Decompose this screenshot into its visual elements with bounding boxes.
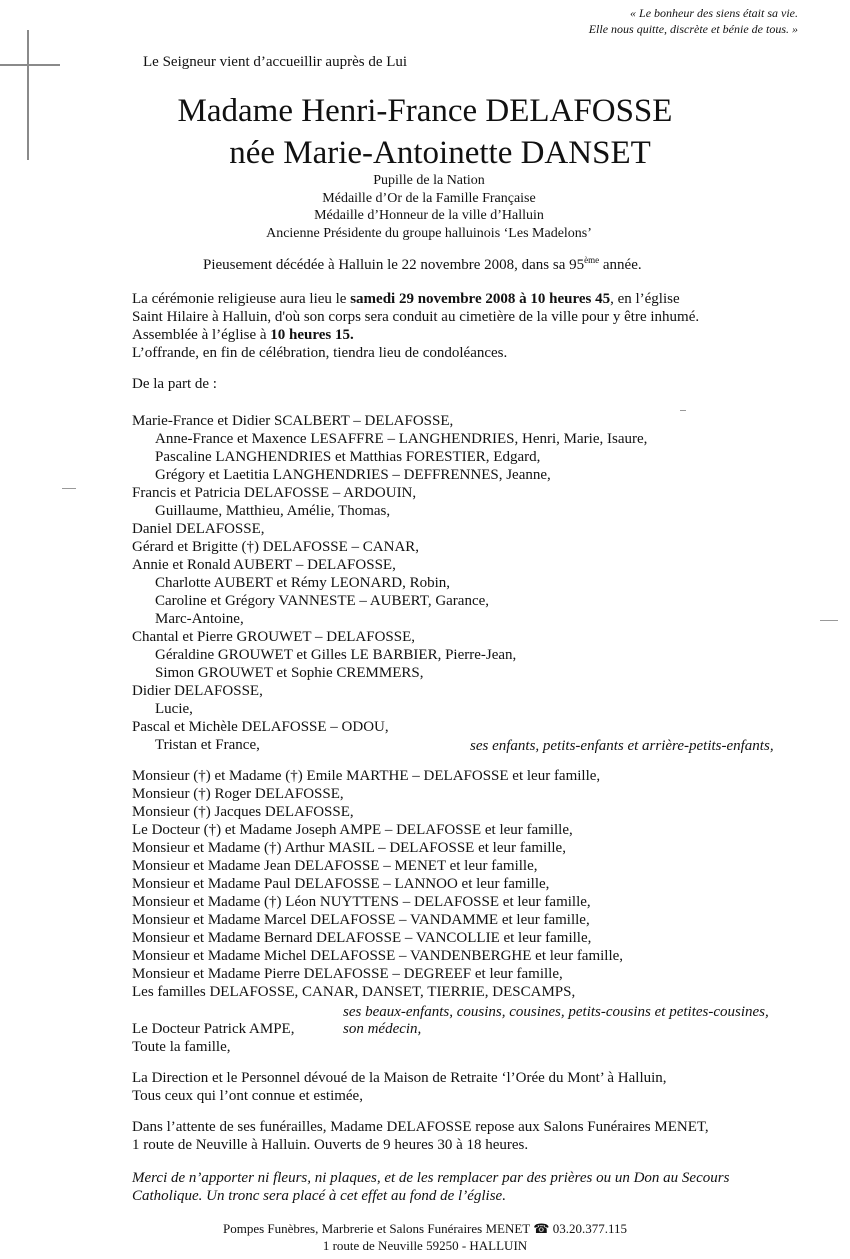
relative-entry: Monsieur et Madame Paul DELAFOSSE – LANNOO et leur famille, bbox=[132, 876, 550, 892]
relative-entry: Monsieur et Madame (†) Arthur MASIL – DELAFOSSE et leur famille, bbox=[132, 840, 566, 856]
family-entry: Gérard et Brigitte (†) DELAFOSSE – CANAR, bbox=[132, 539, 420, 555]
relative-entry: Monsieur et Madame Jean DELAFOSSE – MENET et leur famille, bbox=[132, 858, 538, 874]
family-entry: Didier DELAFOSSE, bbox=[132, 683, 263, 699]
family-entry: Marie-France et Didier SCALBERT – DELAFOSSE, bbox=[132, 413, 454, 429]
footer-company-line bbox=[0, 1220, 850, 1237]
intro-line: Le Seigneur vient d’accueillir auprès de Lui bbox=[143, 54, 408, 70]
family-entry: Simon GROUWET et Sophie CREMMERS, bbox=[155, 665, 424, 681]
family-entry: Pascal et Michèle DELAFOSSE – ODOU, bbox=[132, 719, 389, 735]
title-item: Médaille d’Or de la Famille Française bbox=[322, 190, 536, 206]
merci-line-1: Merci de n’apporter ni fleurs, ni plaques, et de les remplacer par des prières ou un Don au Secours bbox=[132, 1170, 730, 1186]
cross-bar bbox=[0, 64, 60, 66]
family-entry: Anne-France et Maxence LESAFFRE – LANGHENDRIES, Henri, Marie, Isaure, bbox=[155, 431, 648, 447]
attente-line-2: 1 route de Neuville à Halluin. Ouverts de 9 heures 30 à 18 heures. bbox=[132, 1137, 529, 1153]
epigraph-line-1: « Le bonheur des siens était sa vie. bbox=[630, 6, 798, 20]
footer-phone: 03.20.377.115 bbox=[552, 1221, 627, 1236]
footer bbox=[0, 1220, 850, 1254]
family-entry: Daniel DELAFOSSE, bbox=[132, 521, 265, 537]
epigraph-line-2: Elle nous quitte, discrète et bénie de tous. » bbox=[588, 22, 798, 36]
family-entry: Caroline et Grégory VANNESTE – AUBERT, Garance, bbox=[155, 593, 490, 609]
relative-entry: Monsieur et Madame Marcel DELAFOSSE – VANDAMME et leur famille, bbox=[132, 912, 590, 928]
relative-entry: Monsieur (†) et Madame (†) Emile MARTHE – DELAFOSSE et leur famille, bbox=[132, 768, 601, 784]
scan-speck bbox=[680, 410, 686, 411]
children-label: ses enfants, petits-enfants et arrière-petits-enfants, bbox=[470, 738, 774, 754]
ceremony-block: La cérémonie religieuse aura lieu le samedi 29 novembre 2008 à 10 heures 45, en l’église Saint Hilaire à Halluin, d'où son corps sera conduit au cimetière de la ville pour y être inhumé. Assemblée à l’église à 10 heures 15. L’offrande, en fin de célébration, tiendra lieu de condoléances. bbox=[132, 291, 700, 361]
epigraph bbox=[589, 5, 798, 37]
footer-company: Pompes Funèbres, Marbrerie et Salons Funéraires MENET bbox=[223, 1221, 531, 1236]
relative-entry: Monsieur et Madame (†) Léon NUYTTENS – DELAFOSSE et leur famille, bbox=[132, 894, 591, 910]
maiden-name: née Marie-Antoinette DANSET bbox=[229, 135, 651, 171]
family-entry: Grégory et Laetitia LANGHENDRIES – DEFFRENNES, Jeanne, bbox=[155, 467, 551, 483]
family-entry: Francis et Patricia DELAFOSSE – ARDOUIN, bbox=[132, 485, 417, 501]
merci-line-2: Catholique. Un tronc sera placé à cet effet au fond de l’église. bbox=[132, 1188, 506, 1204]
family-entry: Guillaume, Matthieu, Amélie, Thomas, bbox=[155, 503, 391, 519]
footer-address: 1 route de Neuville 59250 - HALLUIN bbox=[322, 1238, 528, 1253]
relative-entry: Les familles DELAFOSSE, CANAR, DANSET, TIERRIE, DESCAMPS, bbox=[132, 984, 576, 1000]
titles-list bbox=[0, 172, 850, 242]
family-entry: Charlotte AUBERT et Rémy LEONARD, Robin, bbox=[155, 575, 451, 591]
scan-speck bbox=[820, 620, 838, 621]
family-entry: Pascaline LANGHENDRIES et Matthias FORESTIER, Edgard, bbox=[155, 449, 541, 465]
relative-entry: Monsieur et Madame Michel DELAFOSSE – VANDENBERGHE et leur famille, bbox=[132, 948, 624, 964]
de-la-part-heading: De la part de : bbox=[132, 376, 217, 392]
relatives-list bbox=[132, 767, 623, 1001]
family-entry: Annie et Ronald AUBERT – DELAFOSSE, bbox=[132, 557, 396, 573]
deceased-name: Madame Henri-France DELAFOSSE bbox=[177, 93, 673, 129]
relative-entry: Monsieur (†) Jacques DELAFOSSE, bbox=[132, 804, 354, 820]
relative-entry: Le Docteur (†) et Madame Joseph AMPE – DELAFOSSE et leur famille, bbox=[132, 822, 573, 838]
attente-line-1: Dans l’attente de ses funérailles, Madame DELAFOSSE repose aux Salons Funéraires MENET, bbox=[132, 1119, 709, 1135]
family-entry: Tristan et France, bbox=[155, 737, 260, 753]
family-list bbox=[132, 412, 647, 754]
connue-line: Tous ceux qui l’ont connue et estimée, bbox=[132, 1088, 363, 1104]
telephone-icon: ☎ bbox=[533, 1221, 550, 1236]
family-entry: Lucie, bbox=[155, 701, 193, 717]
toute-famille: Toute la famille, bbox=[132, 1039, 231, 1055]
title-item: Médaille d’Honneur de la ville d’Halluin bbox=[314, 208, 544, 223]
title-item: Pupille de la Nation bbox=[373, 173, 485, 188]
death-notice: Pieusement décédée à Halluin le 22 novembre 2008, dans sa 95ème année. bbox=[203, 255, 642, 273]
cousins-label: ses beaux-enfants, cousins, cousines, petits-cousins et petites-cousines, bbox=[343, 1004, 769, 1020]
family-entry: Chantal et Pierre GROUWET – DELAFOSSE, bbox=[132, 629, 416, 645]
scan-speck bbox=[62, 488, 76, 489]
direction-line: La Direction et le Personnel dévoué de la Maison de Retraite ‘l’Orée du Mont’ à Halluin, bbox=[132, 1070, 667, 1086]
doctor-line: Le Docteur Patrick AMPE, bbox=[132, 1021, 295, 1037]
title-item: Ancienne Présidente du groupe halluinois ‘Les Madelons’ bbox=[266, 225, 592, 241]
family-entry: Marc-Antoine, bbox=[155, 611, 244, 627]
doctor-label: son médecin, bbox=[343, 1021, 422, 1037]
family-entry: Géraldine GROUWET et Gilles LE BARBIER, Pierre-Jean, bbox=[155, 647, 517, 663]
relative-entry: Monsieur (†) Roger DELAFOSSE, bbox=[132, 786, 344, 802]
relative-entry: Monsieur et Madame Bernard DELAFOSSE – VANCOLLIE et leur famille, bbox=[132, 930, 592, 946]
relative-entry: Monsieur et Madame Pierre DELAFOSSE – DEGREEF et leur famille, bbox=[132, 966, 563, 982]
